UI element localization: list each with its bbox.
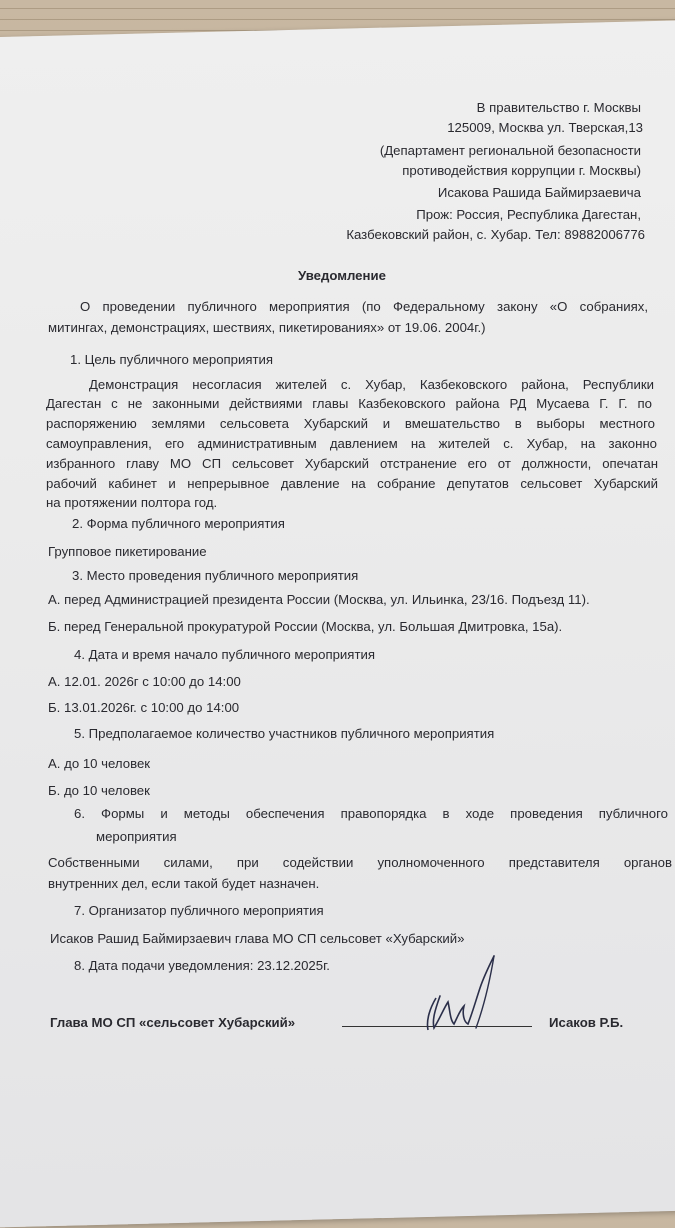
addressee-line-6: Прож: Россия, Республика Дагестан, [416,207,641,222]
addressee-line-3: (Департамент региональной безопасности [379,143,641,158]
addressee-line-7: Казбековский район, с. Хубар. Тел: 89882006776 [346,227,645,242]
addressee-line-2: 125009, Москва ул. Тверская,13 [447,120,643,135]
section-5-heading: 5. Предполагаемое количество участников публичного мероприятия [74,726,495,741]
section-1-line-4: самоуправления, его административным давлением на жителей с. Хубар, на законно [46,436,657,451]
section-3-heading: 3. Место проведения публичного мероприятия [72,568,359,583]
signatory-position: Глава МО СП «сельсовет Хубарский» [50,1015,296,1030]
section-6-text-line-2: внутренних дел, если такой будет назначен. [48,876,320,891]
section-1-line-2: Дагестан с не законными действиями главы Казбековского района РД Мусаева Г. Г. по [46,396,652,411]
section-2-text: Групповое пикетирование [48,544,207,559]
intro-line-2: митингах, демонстрациях, шествиях, пикетированиях» от 19.06. 2004г.) [48,320,486,335]
section-3-item-a: А. перед Администрацией президента России (Москва, ул. Ильинка, 23/16. Подъезд 11). [48,592,590,607]
section-4-heading: 4. Дата и время начало публичного мероприятия [74,647,375,662]
section-4-item-b: Б. 13.01.2026г. с 10:00 до 14:00 [48,700,240,715]
section-6-heading-line-1: 6. Формы и методы обеспечения правопорядка в ходе проведения публичного [74,806,668,821]
section-5-item-b: Б. до 10 человек [48,783,150,798]
intro-line-1: О проведении публичного мероприятия (по Федеральному закону «О собраниях, [80,299,648,314]
section-7-heading: 7. Организатор публичного мероприятия [74,903,324,918]
section-4-item-a: А. 12.01. 2026г с 10:00 до 14:00 [48,674,241,689]
signatory-name: Исаков Р.Б. [549,1015,624,1030]
section-7-text: Исаков Рашид Баймирзаевич глава МО СП сельсовет «Хубарский» [50,931,465,946]
section-2-heading: 2. Форма публичного мероприятия [72,516,285,531]
document-title: Уведомление [298,268,386,283]
section-5-item-a: А. до 10 человек [48,756,151,771]
handwritten-signature [410,950,520,1035]
section-8-heading: 8. Дата подачи уведомления: 23.12.2025г. [74,958,330,973]
addressee-line-1: В правительство г. Москвы [476,100,641,115]
section-1-line-3: распоряжению землями сельсовета Хубарский и вмешательство в выборы местного [46,416,655,431]
section-1-heading: 1. Цель публичного мероприятия [70,352,274,367]
section-1-line-6: рабочий кабинет и непрерывное давление на собрание депутатов сельсовет Хубарский [46,476,658,491]
addressee-line-5: Исакова Рашида Баймирзаевича [437,185,641,200]
section-1-line-7: на протяжении полтора год. [46,495,218,510]
section-1-line-1: Демонстрация несогласия жителей с. Хубар, Казбековского района, Республики [89,377,654,392]
section-1-line-5: избранного главу МО СП сельсовет Хубарский отстранение его от должности, опечатан [46,456,658,471]
section-6-heading-line-2: мероприятия [96,829,177,844]
section-3-item-b: Б. перед Генеральной прокуратурой России (Москва, ул. Большая Дмитровка, 15а). [48,619,563,634]
section-6-text-line-1: Собственными силами, при содействии уполномоченного представителя органов [48,855,672,870]
addressee-line-4: противодействия коррупции г. Москвы) [402,163,641,178]
